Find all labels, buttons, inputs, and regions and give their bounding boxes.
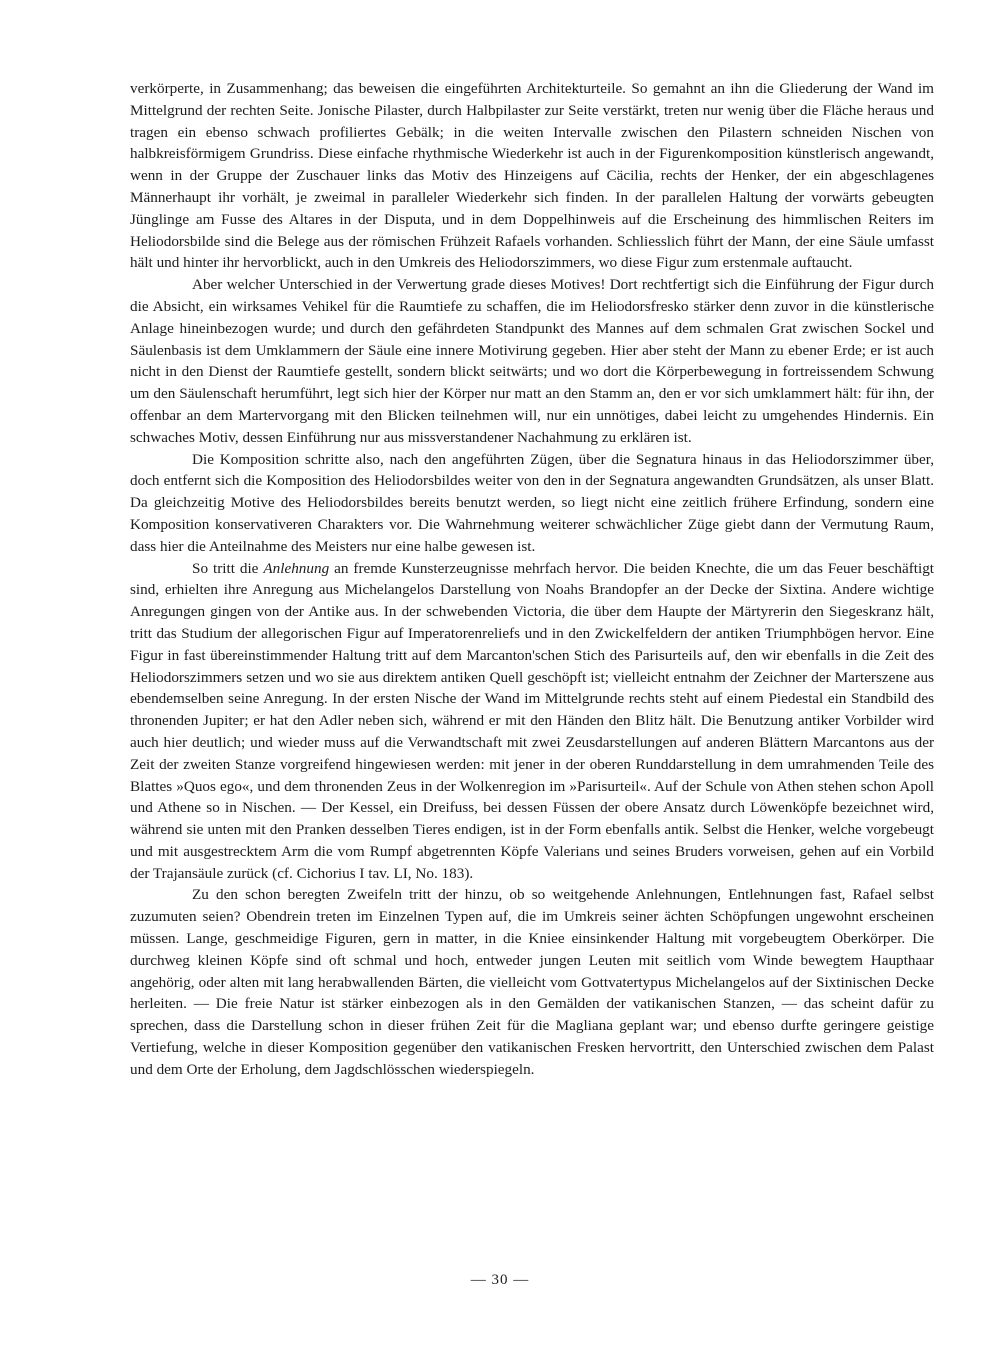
page-body (130, 78, 934, 1081)
page-number: — 30 — (470, 1272, 530, 1288)
paragraph-3: Die Komposition schritte also, nach den angeführten Zügen, über die Segnatura hinaus in das Heliodorszimmer über, doch entfernt sich die Komposition des Heliodorsbildes weiter von den in der Segnatura angewandten Grundsätzen, als unser Blatt. Da gleichzeitig Motive des Heliodorsbildes bereits benutzt werden, so liegt nicht eine zeitlich frühere Erfindung, sondern eine Komposition konservativeren Charakters vor. Die Wahrnehmung weiterer schwächlicher Züge giebt dann der Vermutung Raum, dass hier die Anteilnahme des Meisters nur eine halbe gewesen ist. (130, 450, 934, 555)
emphasized-term: Anlehnung (263, 559, 330, 577)
paragraph-1: verkörperte, in Zusammenhang; das beweisen die eingeführten Architekturteile. So gemahnt an ihn die Gliederung der Wand im Mittelgrund der rechten Seite. Jonische Pilaster, durch Halbpilaster zur Seite verstärkt, treten nur wenig über die Fläche heraus und tragen ein ebenso schwach profiliertes Gebälk; in die weiten Intervalle zwischen den Pilastern schneiden Nischen von halbkreisförmigem Grundriss. Diese einfache rhythmische Wiederkehr ist auch in der Figurenkomposition künstlerisch angewandt, wenn in der Gruppe der Zuschauer links das Motiv des Hinzeigens auf Cäcilia, rechts der Henker, der ein abgeschlagenes Männerhaupt ihr vorhält, je zweimal in paralleler Wiederkehr sich finden. In der parallelen Haltung der vorwärts gebeugten Jünglinge am Fusse des Altares in der Disputa, und in dem Doppelhinweis auf die Erscheinung des himmlischen Reiters im Heliodorsbilde sind die Belege aus der römischen Frühzeit Rafaels vorhanden. Schliesslich führt der Mann, der eine Säule umfasst hält und hinter ihr hervorblickt, auch in den Umkreis des Heliodorszimmers, wo diese Figur zum erstenmale auftaucht. (130, 80, 934, 272)
paragraph-4 (130, 558, 934, 885)
paragraph-2: Aber welcher Unterschied in der Verwertung grade dieses Motives! Dort rechtfertigt sich die Einführung der Figur durch die Absicht, ein wirksames Vehikel für die Raumtiefe zu schaffen, die im Heliodorsfresko stärker denn zuvor in die künstlerische Anlage hineinbezogen wurde; und durch den gefährdeten Standpunkt des Mannes auf dem schmalen Grat zwischen Sockel und Säulenbasis ist dem Umklammern der Säule eine innere Motivirung gegeben. Hier aber steht der Mann zu ebener Erde; er ist auch nicht in den Dienst der Raumtiefe gestellt, sondern blickt seitwärts; und wo dort die Körperbewegung in fortreissendem Schwung um den Säulenschaft herumführt, legt sich hier der Körper nur matt an den Stamm an, den er vor sich umklammert hält: für ihn, der offenbar an dem Martervorgang mit den Blicken teilnehmen will, nur ein unnötiges, dabei leicht zu umgehendes Hindernis. Ein schwaches Motiv, dessen Einführung nur aus missverstandener Nachahmung zu erklären ist. (130, 276, 934, 446)
paragraph-5: Zu den schon beregten Zweifeln tritt der hinzu, ob so weitgehende Anlehnungen, Entlehnungen fast, Rafael selbst zuzumuten seien? Obendrein treten im Einzelnen Typen auf, die im Umkreis seiner ächten Schöpfungen ungewohnt erscheinen müssen. Lange, geschmeidige Figuren, gern in matter, in die Kniee einsinkender Haltung mit vorgebeugtem Oberkörper. Die durchweg kleinen Köpfe sind oft schmal und hoch, entweder jungen Leuten mit seitlich vom Winde bewegtem Haupthaar angehörig, oder alten mit lang herabwallenden Bärten, die vielleicht vom Gottvatertypus Michelangelos auf der Sixtinischen Decke herleiten. — Die freie Natur ist stärker einbezogen als in den Gemälden der vatikanischen Stanzen, — das scheint dafür zu sprechen, dass die Darstellung schon in dieser frühen Zeit für die Magliana geplant war; und ebenso durfte geringere geistige Vertiefung, welche in dieser Komposition gegenüber den vatikanischen Fresken hervortritt, den Unterschied zwischen dem Palast und dem Orte der Erholung, dem Jagdschlösschen wiederspiegeln. (130, 886, 934, 1078)
paragraph-4-rest: an fremde Kunsterzeugnisse mehrfach hervor. Die beiden Knechte, die um das Feuer beschäftigt sind, erhielten ihre Anregung aus Michelangelos Darstellung von Noahs Brandopfer an der Decke der Sixtina. Andere wichtige Anregungen gingen von der Antike aus. In der schwebenden Victoria, die über dem Haupte der Märtyrerin den Siegeskranz hält, tritt das Studium der allegorischen Figur auf Imperatorenreliefs und in den Zwickelfeldern der antiken Triumphbögen hervor. Eine Figur in fast übereinstimmender Haltung tritt auf dem Marcanton'schen Stich des Parisurteils auf, den wir ebenfalls in die Zeit des Heliodorszimmers setzen und wo sie aus direktem antiken Quell geschöpft ist; vielleicht entnahm der Zeichner der Marterszene aus ebendemselben seine Anregung. In der ersten Nische der Wand im Mittelgrunde rechts steht auf einem Piedestal ein Standbild des thronenden Jupiter; er hat den Adler neben sich, während er mit den Händen den Blitz hält. Die Benutzung antiker Vorbilder wird auch hier deutlich; und wieder muss auf die Verwandtschaft mit zwei Zeusdarstellungen auf anderen Blättern Marcantons aus der Zeit der zweiten Stanze vorgreifend hingewiesen werden: mit jener in der oberen Runddarstellung in dem umrahmenden Teile des Blattes »Quos ego«, und dem thronenden Zeus in der Wolkenregion im »Parisurteil«. Auf der Schule von Athen stehen schon Apoll und Athene so in Nischen. — Der Kessel, ein Dreifuss, bei dessen Füssen der obere Ansatz durch Löwenköpfe bezeichnet wird, während sie unten mit den Pranken desselben Tieres endigen, ist in der Form ebenfalls antik. Selbst die Henker, welche vorgebeugt und mit ausgestrecktem Arm die vom Rumpf abgetrennten Köpfe Valerians und seines Bruders vorweisen, gehen auf ein Vorbild der Trajansäule zurück (cf. Cichorius I tav. LI, No. 183). (130, 559, 935, 882)
paragraph-4-start: So tritt die (192, 559, 264, 577)
